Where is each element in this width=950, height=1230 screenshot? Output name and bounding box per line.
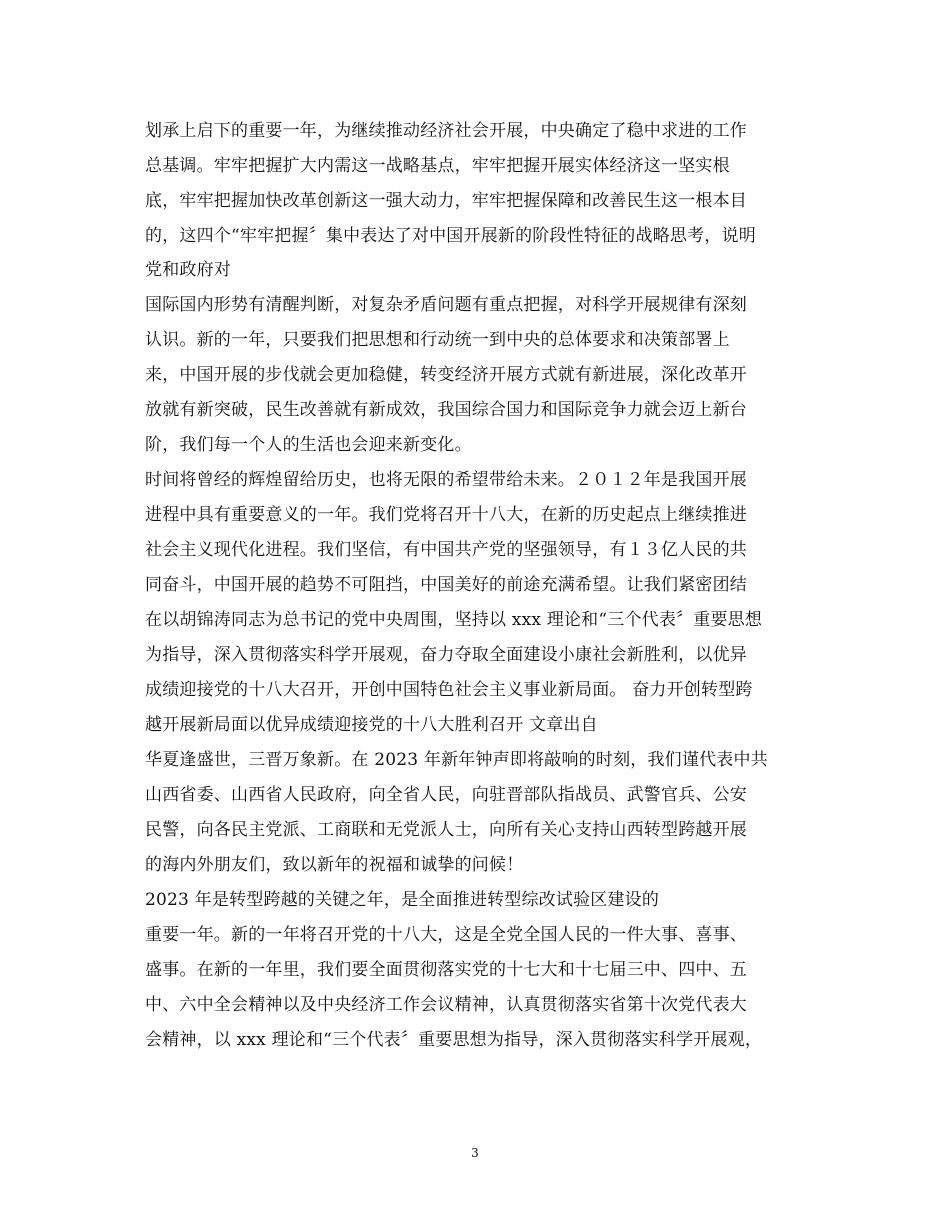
- text-line: 盛事。在新的一年里，我们要全面贯彻落实党的十七大和十七届三中、四中、五: [145, 960, 747, 980]
- text-line: 总基调。牢牢把握扩大内需这一战略基点，牢牢把握开展实体经济这一坚实根: [145, 156, 730, 176]
- text-line: 底，牢牢把握加快改革创新这一强大动力，牢牢把握保障和改善民生这一根本目: [145, 191, 747, 211]
- text-line: 来，中国开展的步伐就会更加稳健，转变经济开展方式就有新进展，深化改革开: [145, 365, 747, 385]
- text-line: 同奋斗，中国开展的趋势不可阻挡，中国美好的前途充满希望。让我们紧密团结: [145, 575, 747, 595]
- text-line: 民警，向各民主党派、工商联和无党派人士，向所有关心支持山西转型跨越开展: [145, 820, 747, 840]
- text-line: 重要一年。新的一年将召开党的十八大，这是全党全国人民的一件大事、喜事、: [145, 925, 747, 945]
- text-line: 在以胡锦涛同志为总书记的党中央周围，坚持以 xxx 理论和“三个代表〞重要思想: [145, 610, 763, 630]
- text-line: 时间将曾经的辉煌留给历史，也将无限的希望带给未来。２０１２年是我国开展: [145, 470, 747, 490]
- page-number: 3: [471, 1146, 479, 1160]
- text-line: 的，这四个“牢牢把握〞集中表达了对中国开展新的阶段性特征的战略思考，说明: [145, 226, 756, 246]
- text-line: 阶，我们每一个人的生活也会迎来新变化。: [145, 435, 472, 455]
- text-line: 华夏逢盛世，三晋万象新。在 2023 年新年钟声即将敲响的时刻，我们谨代表中共: [145, 750, 768, 770]
- text-line: 的海内外朋友们，致以新年的祝福和诚挚的问候！: [145, 855, 524, 875]
- text-line: 为指导，深入贯彻落实科学开展观，奋力夺取全面建设小康社会新胜利，以优异: [145, 645, 747, 665]
- text-line: 认识。新的一年，只要我们把思想和行动统一到中央的总体要求和决策部署上: [145, 330, 730, 350]
- text-line: 放就有新突破，民生改善就有新成效，我国综合国力和国际竞争力就会迈上新台: [145, 400, 747, 420]
- text-line: 进程中具有重要意义的一年。我们党将召开十八大，在新的历史起点上继续推进: [145, 505, 747, 525]
- text-line: 社会主义现代化进程。我们坚信，有中国共产党的坚强领导，有１３亿人民的共: [145, 540, 747, 560]
- text-line: 成绩迎接党的十八大召开，开创中国特色社会主义事业新局面。 奋力开创转型跨: [145, 680, 753, 700]
- text-line: 山西省委、山西省人民政府，向全省人民，向驻晋部队指战员、武警官兵、公安: [145, 785, 747, 805]
- text-line: 越开展新局面以优异成绩迎接党的十八大胜利召开 文章出自: [145, 715, 598, 735]
- text-line: 党和政府对: [145, 260, 231, 280]
- text-line: 划承上启下的重要一年，为继续推动经济社会开展，中央确定了稳中求进的工作: [145, 121, 747, 141]
- text-line: 中、六中全会精神以及中央经济工作会议精神，认真贯彻落实省第十次党代表大: [145, 995, 747, 1015]
- text-line: 会精神，以 xxx 理论和“三个代表〞重要思想为指导，深入贯彻落实科学开展观，: [145, 1030, 763, 1050]
- text-line: 国际国内形势有清醒判断，对复杂矛盾问题有重点把握，对科学开展规律有深刻: [145, 295, 747, 315]
- text-line: 2023 年是转型跨越的关键之年，是全面推进转型综改试验区建设的: [145, 890, 660, 910]
